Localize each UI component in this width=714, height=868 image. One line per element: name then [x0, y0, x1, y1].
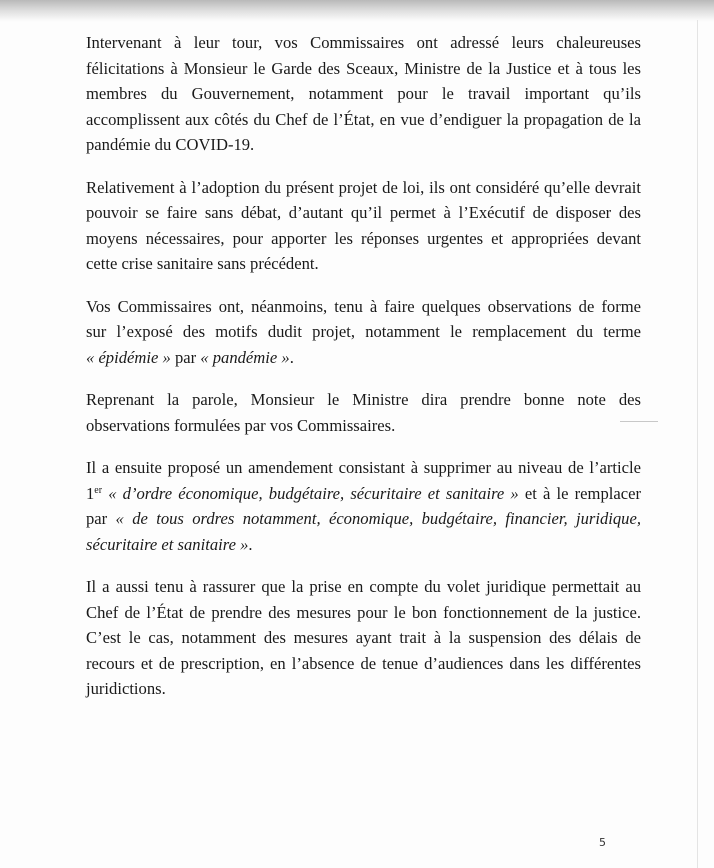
- document-body: [86, 30, 641, 719]
- page-edge-line: [697, 20, 698, 868]
- ordinal-suffix: er: [94, 484, 103, 496]
- text-line: juridictions.: [86, 679, 166, 698]
- text-fragment: et à le remplacer: [518, 483, 641, 503]
- text-line: moyens nécessaires, pour apporter les réponses urgentes et appropriées devant: [86, 228, 641, 248]
- quoted-phrase: « d’ordre économique, budgétaire, sécuritaire et sanitaire »: [102, 483, 519, 503]
- text-line: Vos Commissaires ont, néanmoins, tenu à faire quelques observations de forme: [86, 296, 641, 316]
- quoted-term: « épidémie »: [86, 347, 171, 367]
- text-line: cette crise sanitaire sans précédent.: [86, 254, 319, 273]
- paragraph-3: [86, 294, 641, 371]
- paragraph-5: [86, 455, 641, 557]
- text-line: Il a ensuite proposé un amendement consistant à supprimer au niveau de l’article: [86, 458, 641, 477]
- text-line: Chef de l’État de prendre des mesures pour le bon fonctionnement de la justice.: [86, 602, 641, 622]
- text-line: félicitations à Monsieur le Garde des Sceaux, Ministre de la Justice et à tous les: [86, 58, 641, 78]
- paragraph-2: [86, 175, 641, 277]
- text-line: [86, 481, 641, 507]
- quoted-phrase: sécuritaire et sanitaire »: [86, 534, 249, 554]
- text-line: observations formulées par vos Commissaires.: [86, 415, 396, 435]
- text-line: Il a aussi tenu à rassurer que la prise en compte du volet juridique permettait au: [86, 577, 641, 596]
- text-line: recours et de prescription, en l’absence de tenue d’audiences dans les différentes: [86, 653, 641, 673]
- quoted-term: « pandémie »: [200, 347, 290, 367]
- page-number: 5: [599, 836, 606, 849]
- text-line: [86, 345, 641, 371]
- paragraph-6: [86, 574, 641, 702]
- text-line: membres du Gouvernement, notamment pour le travail important qu’ils: [86, 84, 641, 103]
- paragraph-4: [86, 387, 641, 438]
- paragraph-1: [86, 30, 641, 158]
- text-line: [86, 532, 641, 558]
- text-line: Reprenant la parole, Monsieur le Ministre dira prendre bonne note des: [86, 390, 641, 409]
- text-line: sur l’exposé des motifs dudit projet, notamment le remplacement du terme: [86, 322, 641, 341]
- quoted-phrase: « de tous ordres notamment, économique, budgétaire, financier, juridique,: [115, 509, 641, 528]
- text-line: C’est le cas, notamment des mesures ayant trait à la suspension des délais de: [86, 628, 641, 647]
- text-line: Intervenant à leur tour, vos Commissaires ont adressé leurs chaleureuses: [86, 33, 641, 52]
- text-fragment: .: [289, 347, 294, 367]
- text-line: pouvoir se faire sans débat, d’autant qu’il permet à l’Exécutif de disposer des: [86, 203, 641, 222]
- text-line: pandémie du COVID-19.: [86, 135, 255, 154]
- scan-top-shadow: [0, 0, 714, 22]
- text-line: accomplissent aux côtés du Chef de l’État, en vue d’endiguer la propagation de la: [86, 109, 641, 129]
- text-fragment: .: [248, 534, 253, 554]
- text-line: [86, 506, 641, 532]
- article-number: 1: [86, 483, 95, 503]
- text-fragment: par: [86, 509, 116, 528]
- text-fragment: par: [170, 347, 201, 367]
- text-line: Relativement à l’adoption du présent projet de loi, ils ont considéré qu’elle devrait: [86, 177, 641, 197]
